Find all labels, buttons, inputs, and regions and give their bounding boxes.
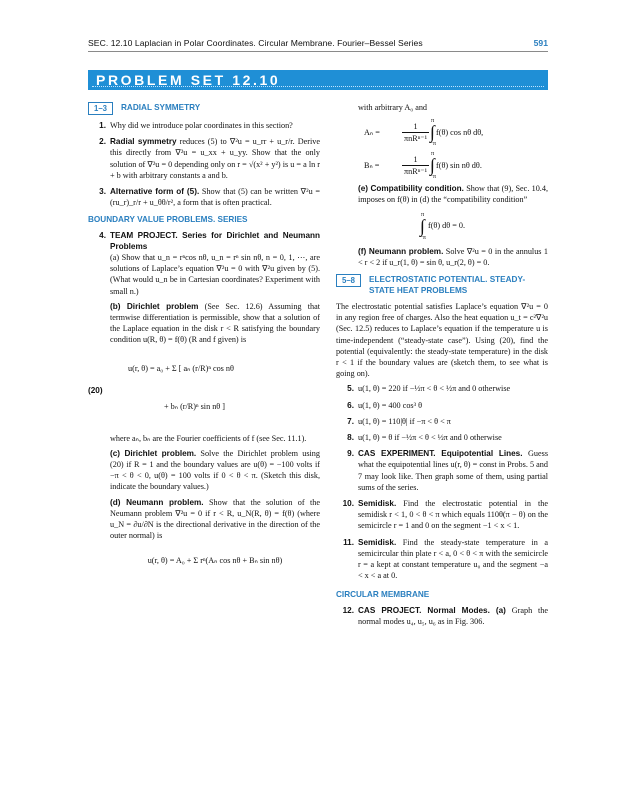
problem-12: 12. CAS PROJECT. Normal Modes. (a) Graph the normal modes u₄, u₅, u₆ as in Fig. 306. — [342, 605, 548, 626]
problem-7: 7. u(1, θ) = 110|θ| if −π < θ < π — [347, 416, 451, 426]
right-column — [336, 102, 548, 632]
section-title-membrane: CIRCULAR MEMBRANE — [336, 590, 430, 600]
running-title: SEC. 12.10 Laplacian in Polar Coordinates. Circular Membrane. Fourier–Bessel Series — [88, 38, 423, 48]
problem-1: 1. Why did we introduce polar coordinates in this section? — [99, 121, 293, 130]
problem-2: 2. Radial symmetry reduces (5) to ∇²u = u_rr + u_r/r. Derive this directly from ∇²u = u_xx + u_yy. Show that the only solution of ∇²u = 0 depending only on r = √(x² + y²) is u = a ln r + b with arbitrary constants a and b. — [99, 137, 320, 180]
after-equation-text: where aₙ, bₙ are the Fourier coefficients of f (see Sec. 11.1). — [110, 433, 307, 443]
equation-line-1: u(r, θ) = a₀ + Σ [ aₙ (r/R)ⁿ cos nθ — [128, 363, 234, 373]
section-title-bvp: BOUNDARY VALUE PROBLEMS. SERIES — [88, 215, 248, 225]
part-a: (a) Show that u_n = rⁿcos nθ, u_n = rⁿ sin nθ, n = 0, 1, ⋯, are solutions of Laplace’s equation ∇²u = 0 with ∇²u given by (5). (What would u_n be in Cartesian coordinates? Experiment with small n.) — [110, 253, 321, 296]
problem-5: 5. u(1, θ) = 220 if −½π < θ < ½π and 0 otherwise — [347, 384, 511, 394]
problem-4: 4. TEAM PROJECT. Series for Dirichlet and Neumann Problems (a) Show that u_n = rⁿcos nθ, u_n = rⁿ sin nθ, n = 0, 1, ⋯, are solutions of Laplace’s equation ∇²u = 0 with ∇²u given by (5). (What would u_n be in Cartesian coordinates? Experiment with small n.) (b) Dirichlet problem (See Sec. 12.6) Assuming that termwise differentiation is permissible, show that a solution of the Laplace equation in the disk r < R satisfying the boundary condition u(R, θ) = f(θ) (R and f given) is — [99, 230, 321, 345]
problem-8: 8. u(1, θ) = θ if −½π < θ < ½π and 0 otherwise — [347, 433, 502, 443]
problem-3: 3. Alternative form of (5). Show that (5) can be written ∇²u = (ru_r)_r/r + u_θθ/r², a form that is often practical. — [99, 187, 320, 208]
section-title: RADIAL SYMMETRY — [121, 103, 201, 112]
integral-sign: π ∫ −π — [429, 150, 436, 181]
compatibility-equation: π ∫ −π f(θ) dθ = 0. — [418, 210, 466, 241]
section-tag: 1–3 — [88, 102, 113, 115]
problem-4-title: TEAM PROJECT. Series for Dirichlet and Neumann Problems — [110, 230, 320, 251]
integral-sign: π ∫ −π — [429, 117, 436, 148]
problem-10: 10. Semidisk. Find the electrostatic potential in the semidisk r < 1, 0 < θ < π which equals 110θ(π − θ) on the semicircle r = 1 and 0 on the segment −1 < x < 1. — [342, 499, 548, 531]
intro-text: with arbitrary A₀ and — [358, 103, 428, 112]
running-header — [88, 38, 548, 48]
banner-title: PROBLEM SET 12.10 — [96, 72, 281, 88]
section-tag: 5–8 — [336, 274, 361, 287]
header-rule — [88, 51, 548, 52]
page-number: 591 — [533, 38, 548, 48]
section-paragraph: The electrostatic potential satisfies Laplace’s equation ∇²u = 0 in any region free of charges. Also the heat equation u_t = c²∇²u (Sec. 12.5) reduces to Laplace’s equation if the temperature u is time-independent (“steady-state case”). Using (20), find the potential (equivalently: the steady-state temperature) in the disk r < 1 if the boundary values are (sketch them, to see what is going on). — [336, 302, 548, 379]
equation-line-2: + bₙ (r/R)ⁿ sin nθ ] — [164, 401, 225, 411]
equation-20 — [88, 355, 320, 427]
part-f: (f) Neumann problem. Solve ∇²u = 0 in the annulus 1 < r < 2 if u_r(1, θ) = sin θ, u_r(2, θ) = 0. — [358, 246, 548, 267]
part-c: (c) Dirichlet problem. Solve the Dirichlet problem using (20) if R = 1 and the boundary values are u(θ) = −100 volts if −π < θ < 0, u(θ) = 100 volts if 0 < θ < π. (Sketch this disk, indicate the boundary values.) — [110, 448, 320, 492]
part-e: (e) Compatibility condition. Show that (9), Sec. 10.4, imposes on f(θ) in (d) the “compatibility condition” — [358, 184, 548, 205]
problem-11: 11. Semidisk. Find the steady-state temperature in a semicircular thin plate r < a, 0 < θ < π with the semicircle r = a kept at constant temperature u₀ and the segment −a < x < a at 0. — [343, 537, 548, 581]
section-title: ELECTROSTATIC POTENTIAL. STEADY-STATE HEAT PROBLEMS — [369, 275, 526, 296]
neumann-equation: u(r, θ) = A₀ + Σ rⁿ(Aₙ cos nθ + Bₙ sin nθ) — [147, 556, 283, 566]
problem-9: 9. CAS EXPERIMENT. Equipotential Lines. Guess what the equipotential lines u(r, θ) = const in Probs. 5 and 7 may look like. Then graph some of them, using partial sums of the series. — [347, 449, 549, 492]
equation-label: (20) — [88, 385, 103, 395]
An-formula: Aₙ = $\frac{1}{\text{πnRⁿ⁻¹}}$ π ∫ −π f(θ) cos nθ dθ, — [364, 117, 484, 148]
part-d: (d) Neumann problem. Show that the solution of the Neumann problem ∇²u = 0 if r < R, u_N(R, θ) = f(θ) (where u_N = ∂u/∂N is the directional derivative in the direction of the outer normal) is — [110, 497, 320, 541]
section-heading-electrostatic — [336, 274, 548, 296]
problem-6: 6. u(1, θ) = 400 cos³ θ — [347, 400, 423, 410]
Bn-formula: Bₙ = $\frac{1}{\text{πnRⁿ⁻¹}}$ π ∫ −π f(θ) sin nθ dθ. — [364, 150, 482, 181]
part-b: (b) Dirichlet problem (See Sec. 12.6) Assuming that termwise differentiation is permissible, show that a solution of the Laplace equation in the disk r < R satisfying the boundary condition u(R, θ) = f(θ) (R and f given) is — [110, 301, 320, 345]
problem-set-banner — [88, 70, 548, 90]
left-column — [88, 102, 320, 572]
section-heading-radial — [88, 102, 320, 115]
